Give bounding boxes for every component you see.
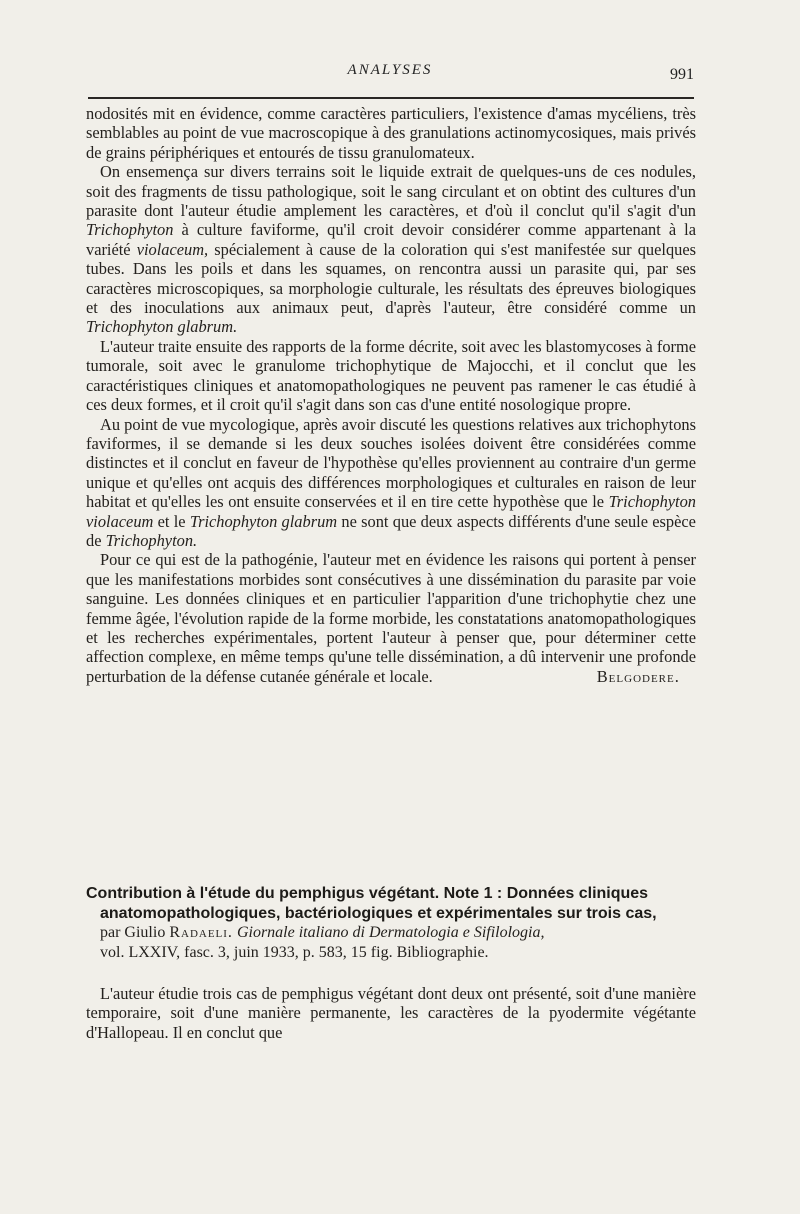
header-rule [88,97,694,99]
taxon-trichophyton-violaceum: Trichophyton violaceum [86,492,696,531]
paragraph-2-text-b: à culture faviforme, qu'il croit devoir considérer comme appartenant à la variété [86,220,696,259]
article-title-line-1: Contribution à l'étude du pemphigus végétant. Note 1 : Données cliniques [86,885,649,902]
paragraph-5-text: Pour ce qui est de la pathogénie, l'auteur met en évidence les raisons qui portent à penser que les manifestations morbides sont consécutives à une dissémination du parasite par voie sanguine. Les données cliniques et en particulier l'apparition d'une trichophytie chez une femme âgée, l'évolution rapide de la forme morbide, les constatations anatomopathologiques et les recherches expérimentales, portent l'auteur à penser que, pour déterminer cette affection complexe, en même temps qu'une telle dissémination, a dû intervenir une profonde perturbation de la défense cutanée générale et locale. [86,550,696,686]
running-title: ANALYSES [347,62,433,78]
taxon-violaceum: violaceum, [136,239,209,259]
taxon-trichophyton: Trichophyton [86,220,174,240]
review-text [86,104,696,686]
paragraph-2-text-a: On ensemença sur divers terrains soit le liquide extrait de quelques-uns de ces nodules, soit des fragments de tissu pathologique, soit le sang circulant et on obtint des cultures d'un parasite dont l'auteur étudie amplement les caractères, et d'où il conclut qu'il s'agit d'un [86,162,696,221]
taxon-trichophyton-glabrum: Trichophyton glabrum. [86,317,238,337]
paragraph-2 [86,162,696,337]
running-head [86,62,694,84]
article-reference-details: vol. LXXIV, fasc. 3, juin 1933, p. 583, 15 fig. Bibliographie. [100,943,489,961]
paragraph-4-text-a: Au point de vue mycologique, après avoir discuté les questions relatives aux trichophytons faviformes, il se demande si les deux souches isolées doivent être considérées comme distinctes et il conclut en faveur de l'hypothèse qu'elles proviennent au contraire d'un germe unique et qu'elles ont acquis des différences morphologiques et culturales en raison de leur habitat et qu'elles les ont ensuite conservées et il en tire cette hypothèse que le [86,414,696,512]
article-author: Radaeli. [169,924,233,942]
reference-by: par Giulio [100,924,166,942]
paragraph-4-text-c: ne sont que deux aspects différents d'une seule espèce de [86,511,696,550]
page-number: 991 [670,66,694,83]
article-summary-text: L'auteur étudie trois cas de pemphigus végétant dont deux ont présenté, soit d'une manière temporaire, soit d'une manière permanente, les caractères de la pyodermite végétante d'Hallopeau. Il en conclut que [86,984,696,1042]
paragraph-3: L'auteur traite ensuite des rapports de la forme décrite, soit avec les blastomycoses à forme tumorale, soit avec le granulome trichophytique de Majocchi, et il conclut que les caractéristiques cliniques et anatomopathologiques ne peuvent pas ramener le cas étudié à ces deux formes, et il croit qu'il s'agit dans son cas d'une entité nosologique propre. [86,336,696,415]
taxon-trichophyton-glabrum-2: Trichophyton glabrum [189,511,338,531]
reviewer-signature: Belgodere. [596,666,680,686]
taxon-trichophyton-3: Trichophyton. [105,530,198,550]
article-title-line-2: anatomopathologiques, bactériologiques et expérimentales sur trois cas, [100,904,657,922]
article-reference [86,923,700,943]
paragraph-5 [86,550,696,686]
paragraph-4 [86,415,696,551]
article-summary [86,984,696,1042]
journal-name: Giornale italiano di Dermatologia e Sifilologia, [236,924,545,942]
paragraph-4-text-b: et le [157,511,186,531]
article-heading [86,884,700,962]
paragraph-1: nodosités mit en évidence, comme caractères particuliers, l'existence d'amas mycéliens, très semblables au point de vue macroscopique à des granulations actinomycosiques, mais privés de grains périphériques et entourés de tissu granulomateux. [86,104,696,162]
paragraph-2-text-c: spécialement à cause de la coloration qui s'est manifestée sur quelques tubes. Dans les poils et dans les squames, on rencontra aussi un parasite qui, par ses caractères microscopiques, sa morphologie culturale, les résultats des épreuves biologiques et des inoculations aux animaux peut, d'après l'auteur, être considéré comme un [86,239,696,318]
